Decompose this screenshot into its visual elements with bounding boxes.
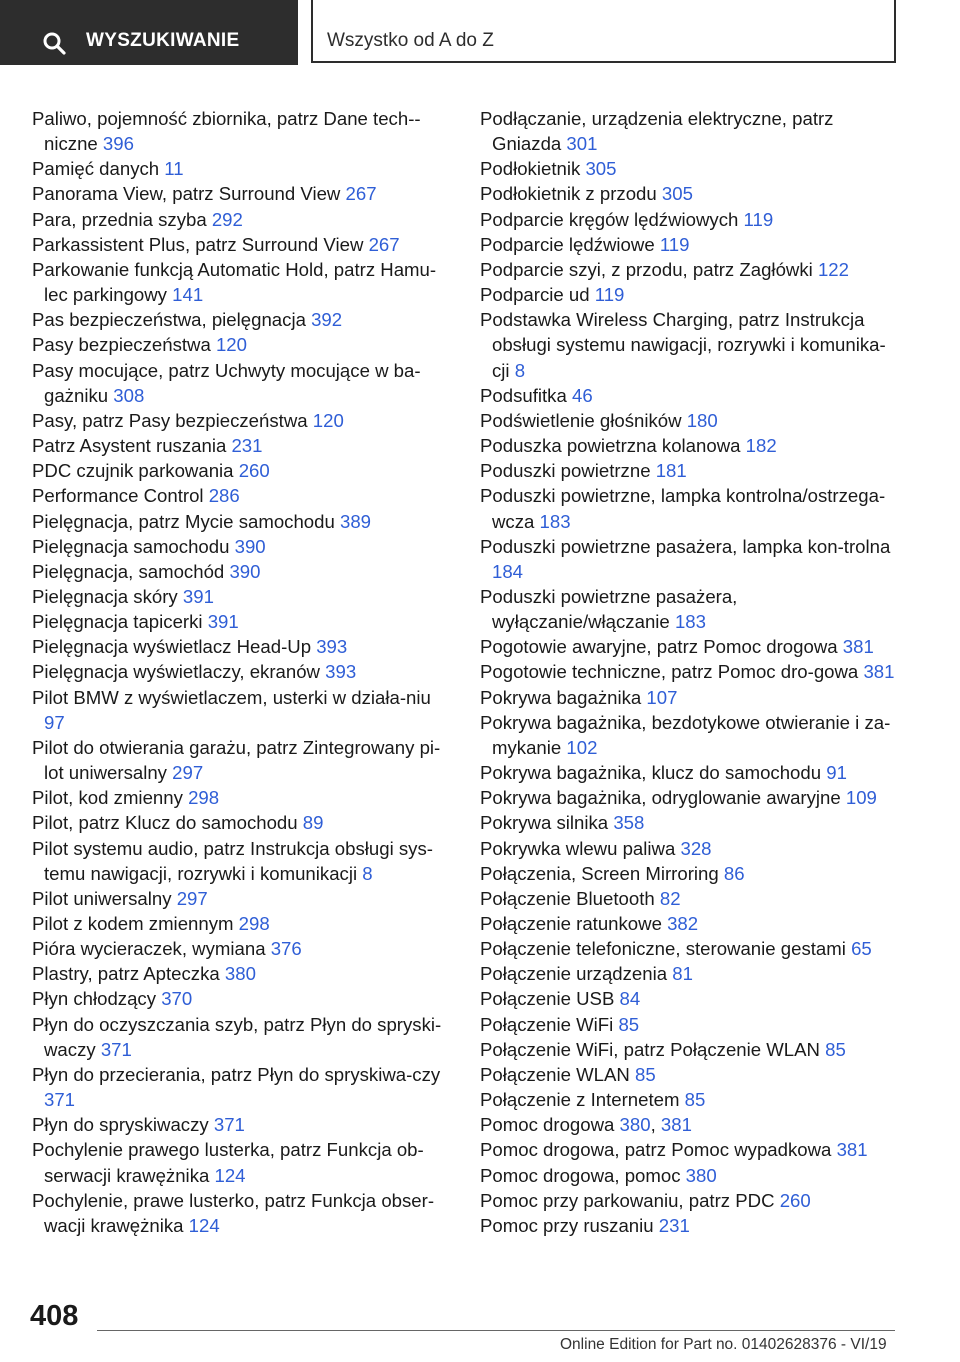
- page-reference-link[interactable]: 91: [826, 762, 847, 784]
- index-entry: [32, 986, 452, 1011]
- page-reference-link[interactable]: 297: [172, 762, 204, 784]
- index-entry-term: Plastry, patrz Apteczka: [32, 963, 225, 985]
- page-reference-link[interactable]: 391: [207, 611, 239, 633]
- page-reference-link[interactable]: 370: [161, 988, 193, 1010]
- index-entry: [480, 810, 900, 835]
- index-entry-term: Parkowanie funkcją Automatic Hold, patrz Hamu-lec parkingowy: [32, 258, 437, 306]
- page-reference-link[interactable]: 267: [345, 183, 377, 205]
- index-entry-term: Połączenie z Internetem: [480, 1089, 685, 1111]
- index-entry-term: Połączenia, Screen Mirroring: [480, 862, 724, 884]
- index-entry-term: Pasy mocujące, patrz Uchwyty mocujące w ba-gażniku: [32, 359, 421, 406]
- index-entry-term: Podparcie szyi, z przodu, patrz Zagłówki: [480, 258, 818, 280]
- index-entry: [480, 1112, 900, 1137]
- page-reference-link[interactable]: 11: [164, 158, 184, 180]
- index-entry: [32, 433, 452, 458]
- page-reference-link[interactable]: 393: [316, 636, 348, 658]
- index-entry: [480, 584, 900, 634]
- index-entry-term: Pilot systemu audio, patrz Instrukcja obsługi sys-temu nawigacji, rozrywki i komunikacji: [32, 837, 433, 884]
- index-entry-term: Płyn chłodzący: [32, 988, 162, 1010]
- index-entry: [32, 559, 452, 584]
- page-reference-link[interactable]: 371: [100, 1038, 132, 1060]
- page-reference-link[interactable]: 308: [113, 384, 145, 406]
- top-navigation: [0, 0, 960, 66]
- page-reference-link[interactable]: 120: [312, 409, 344, 431]
- page-reference-link[interactable]: 371: [213, 1114, 245, 1136]
- page-separator: ,: [650, 1114, 661, 1136]
- page-reference-link[interactable]: 122: [817, 258, 849, 280]
- index-entry: [480, 634, 900, 659]
- index-entry-term: Podświetlenie głośników: [480, 409, 687, 431]
- index-entry-term: Pamięć danych: [32, 158, 165, 180]
- index-entry: [32, 810, 452, 835]
- search-tab-label: WYSZUKIWANIE: [86, 30, 240, 51]
- index-entry-term: Pokrywa bagażnika, klucz do samochodu: [480, 762, 827, 784]
- page-reference-link[interactable]: 81: [672, 963, 693, 985]
- page-reference-link[interactable]: 376: [270, 938, 302, 960]
- page-reference-link[interactable]: 381: [863, 661, 895, 683]
- index-column-left: [32, 106, 452, 1238]
- index-entry: [480, 785, 900, 810]
- page-reference-link[interactable]: 260: [238, 460, 270, 482]
- index-entry: [32, 232, 452, 257]
- index-entry: [32, 785, 452, 810]
- index-entry-term: Paliwo, pojemność zbiornika, patrz Dane tech-niczne: [32, 108, 421, 155]
- index-entry-term: Parkassistent Plus, patrz Surround View: [32, 233, 369, 255]
- index-entry: [32, 735, 452, 785]
- index-entry-term: Pomoc drogowa, patrz Pomoc wypadkowa: [480, 1139, 837, 1161]
- page-reference-link[interactable]: 390: [234, 535, 266, 557]
- page-reference-link[interactable]: 381: [842, 636, 874, 658]
- index-entry-term: Panorama View, patrz Surround View: [32, 183, 346, 205]
- index-entry-term: Pasy, patrz Pasy bezpieczeństwa: [32, 409, 313, 431]
- page-reference-link[interactable]: 8: [362, 862, 373, 884]
- index-entry: [480, 534, 900, 584]
- index-entry: [480, 307, 900, 382]
- page-reference-link[interactable]: 391: [182, 585, 214, 607]
- page-reference-link[interactable]: 119: [743, 208, 774, 230]
- index-entry: [480, 861, 900, 886]
- index-entry-term: Pokrywka wlewu paliwa: [480, 837, 681, 859]
- index-entry-term: Połączenie telefoniczne, sterowanie gestami: [480, 938, 852, 960]
- index-entry-term: Pochylenie, prawe lusterko, patrz Funkcja obser-wacji krawężnika: [32, 1189, 435, 1236]
- index-entry-term: Pielęgnacja wyświetlaczy, ekranów: [32, 661, 326, 683]
- page-reference-link[interactable]: 292: [211, 208, 243, 230]
- index-entry-term: Podstawka Wireless Charging, patrz Instrukcja obsługi systemu nawigacji, rozrywki i komunika-cji: [480, 309, 886, 381]
- index-entry: [32, 156, 452, 181]
- index-entry-term: Pilot, kod zmienny: [32, 787, 189, 809]
- index-entry: [480, 257, 900, 282]
- index-entry: [32, 1137, 452, 1187]
- index-entry-term: Pilot do otwierania garażu, patrz Zintegrowany pi-lot uniwersalny: [32, 736, 441, 784]
- page-reference-link[interactable]: 260: [779, 1189, 811, 1211]
- index-entry: [480, 1062, 900, 1087]
- index-entry-term: Pielęgnacja, samochód: [32, 560, 230, 582]
- index-entry: [480, 911, 900, 936]
- index-entry: [32, 106, 452, 156]
- page-reference-link[interactable]: 89: [302, 812, 324, 834]
- index-entry: [480, 207, 900, 232]
- index-entry: [32, 659, 452, 684]
- index-entry-term: Pokrywa bagażnika: [480, 686, 647, 708]
- index-entry: [480, 1087, 900, 1112]
- index-entry: [480, 760, 900, 785]
- index-entry: [480, 886, 900, 911]
- page-reference-link[interactable]: 119: [594, 284, 625, 306]
- index-entry: [480, 1188, 900, 1213]
- search-icon: [42, 31, 66, 55]
- index-entry-term: Pomoc drogowa, pomoc: [480, 1164, 686, 1186]
- index-entry-term: Podłączanie, urządzenia elektryczne, patrz Gniazda: [480, 108, 834, 155]
- page-reference-link[interactable]: 85: [618, 1013, 640, 1035]
- index-entry-term: Pomoc przy ruszaniu: [480, 1214, 659, 1236]
- index-entry-term: Poduszki powietrzne: [480, 460, 656, 482]
- index-entry: [32, 458, 452, 483]
- page-reference-link[interactable]: 84: [619, 988, 641, 1010]
- index-entry: [480, 483, 900, 533]
- page-reference-link[interactable]: 328: [680, 837, 712, 859]
- page-reference-link[interactable]: 141: [172, 284, 204, 306]
- index-entry-term: Pochylenie prawego lusterka, patrz Funkcja ob-serwacji krawężnika: [32, 1139, 424, 1186]
- index-entry-term: Połączenie WiFi, patrz Połączenie WLAN: [480, 1038, 826, 1060]
- page-reference-link[interactable]: 119: [659, 233, 690, 255]
- index-entry: [480, 156, 900, 181]
- page-number: 408: [30, 1300, 79, 1332]
- page-reference-link[interactable]: 392: [311, 309, 343, 331]
- index-entry-term: Pasy bezpieczeństwa: [32, 334, 216, 356]
- index-entry: [32, 509, 452, 534]
- index-entry-term: Pokrywa bagażnika, odryglowanie awaryjne: [480, 787, 846, 809]
- index-column-right: [480, 106, 900, 1238]
- index-entry-term: Podłokietnik z przodu: [480, 183, 662, 205]
- index-entry-term: Połączenie WiFi: [480, 1013, 619, 1035]
- index-entry-term: Pielęgnacja skóry: [32, 585, 183, 607]
- index-entry-term: Pogotowie awaryjne, patrz Pomoc drogowa: [480, 636, 843, 658]
- page-reference-link[interactable]: 46: [572, 384, 593, 406]
- index-entry-term: PDC czujnik parkowania: [32, 460, 239, 482]
- page-reference-link[interactable]: 381: [836, 1139, 868, 1161]
- page-reference-link[interactable]: 109: [845, 787, 877, 809]
- index-entry: [480, 1163, 900, 1188]
- index-entry-term: Pas bezpieczeństwa, pielęgnacja: [32, 309, 312, 331]
- index-entry-term: Pogotowie techniczne, patrz Pomoc dro-gowa: [480, 661, 864, 683]
- index-entry-term: Performance Control: [32, 485, 209, 507]
- index-entry-term: Para, przednia szyba: [32, 208, 212, 230]
- index-entry-term: Pilot z kodem zmiennym: [32, 913, 239, 934]
- index-entry-term: Pilot uniwersalny: [32, 887, 177, 909]
- index-entry-term: Pilot, patrz Klucz do samochodu: [32, 812, 303, 834]
- footer-divider: [97, 1330, 895, 1331]
- page-reference-link[interactable]: 124: [188, 1214, 220, 1236]
- index-entry: [32, 911, 452, 936]
- index-entry-term: Podłokietnik: [480, 158, 586, 180]
- index-entry: [32, 332, 452, 357]
- index-entry: [32, 1062, 452, 1112]
- page-reference-link[interactable]: 358: [613, 812, 645, 834]
- page-reference-link[interactable]: 298: [238, 913, 270, 934]
- index-entry: [32, 408, 452, 433]
- index-entry: [32, 886, 452, 911]
- index-entry-term: Pokrywa bagażnika, bezdotykowe otwieranie i za-mykanie: [480, 711, 891, 758]
- index-entry-term: Poduszki powietrzne, lampka kontrolna/ostrzega-wcza: [480, 485, 886, 532]
- index-entry: [32, 534, 452, 559]
- index-entry-term: Pielęgnacja tapicerki: [32, 611, 208, 633]
- page-reference-link[interactable]: 85: [684, 1089, 706, 1111]
- index-entry: [32, 836, 452, 886]
- index-a-z-tab[interactable]: [311, 0, 896, 63]
- index-entry-term: Podparcie lędźwiowe: [480, 233, 660, 255]
- index-entry-term: Połączenie WLAN: [480, 1063, 636, 1085]
- index-entry: [480, 181, 900, 206]
- page-reference-link[interactable]: 301: [566, 133, 598, 155]
- index-entry-term: Pomoc przy parkowaniu, patrz PDC: [480, 1189, 780, 1211]
- page-reference-link[interactable]: 8: [514, 359, 526, 381]
- page-reference-link[interactable]: 181: [655, 460, 687, 482]
- index-entry: [32, 257, 452, 307]
- index-entry: [480, 685, 900, 710]
- index-entry: [32, 685, 452, 735]
- index-entry: [480, 383, 900, 408]
- index-entry-term: Pielęgnacja wyświetlacz Head-Up: [32, 636, 317, 658]
- index-a-z-label: Wszystko od A do Z: [327, 30, 494, 51]
- index-entry: [480, 433, 900, 458]
- index-entry: [480, 936, 900, 961]
- index-entry: [32, 936, 452, 961]
- index-entry-term: Pilot BMW z wyświetlaczem, usterki w działa-niu: [32, 686, 431, 708]
- page-reference-link[interactable]: 231: [658, 1214, 690, 1236]
- page-reference-link[interactable]: 298: [188, 787, 220, 809]
- index-entry: [480, 1012, 900, 1037]
- page-reference-link[interactable]: 380: [685, 1164, 717, 1186]
- index-entry: [480, 986, 900, 1011]
- edition-note: Online Edition for Part no. 01402628376 - VI/19: [560, 1336, 887, 1353]
- page-reference-link[interactable]: 65: [851, 938, 872, 960]
- index-entry-term: Pomoc drogowa: [480, 1114, 620, 1136]
- index-entry: [480, 659, 900, 684]
- index-entry-term: Poduszki powietrzne pasażera, wyłączanie/włączanie: [480, 585, 738, 633]
- page-reference-link[interactable]: 389: [340, 510, 372, 532]
- index-entry-term: Połączenie urządzenia: [480, 963, 673, 985]
- index-entry: [32, 961, 452, 986]
- index-entry: [480, 282, 900, 307]
- index-entry: [32, 1012, 452, 1062]
- index-entry-term: Płyn do oczyszczania szyb, patrz Płyn do spryski-waczy: [32, 1013, 442, 1060]
- page-reference-link[interactable]: 286: [208, 485, 240, 507]
- index-entry-term: Poduszka powietrzna kolanowa: [480, 435, 746, 457]
- index-entry-term: Pióra wycieraczek, wymiana: [32, 938, 271, 960]
- page-reference-link[interactable]: 380: [224, 963, 256, 985]
- page-reference-link[interactable]: 85: [635, 1063, 656, 1085]
- index-entry: [480, 710, 900, 760]
- page-reference-link[interactable]: 97: [44, 711, 65, 733]
- page-reference-link[interactable]: 305: [585, 158, 617, 180]
- page-reference-link[interactable]: 124: [214, 1164, 246, 1186]
- index-entry: [480, 106, 900, 156]
- page-reference-link[interactable]: 183: [539, 510, 571, 532]
- index-entry-term: Podparcie ud: [480, 284, 595, 306]
- page-reference-link[interactable]: 267: [368, 233, 400, 255]
- index-entry: [32, 181, 452, 206]
- index-entry: [32, 634, 452, 659]
- index-entry: [480, 1137, 900, 1162]
- index-entry: [480, 1037, 900, 1062]
- index-entry: [32, 207, 452, 232]
- page-reference-link[interactable]: 183: [674, 611, 706, 633]
- page-reference-link[interactable]: 382: [667, 913, 699, 934]
- index-entry-term: Płyn do spryskiwaczy: [32, 1114, 214, 1136]
- index-entry: [480, 408, 900, 433]
- index-entry: [32, 609, 452, 634]
- index-entry: [32, 358, 452, 408]
- index-entry: [480, 1213, 900, 1238]
- index-entry: [32, 1188, 452, 1238]
- index-entry: [32, 584, 452, 609]
- page-reference-link[interactable]: 180: [686, 409, 718, 431]
- index-entry-term: Pokrywa silnika: [480, 812, 614, 834]
- page-reference-link[interactable]: 107: [646, 686, 678, 708]
- index-entry: [480, 458, 900, 483]
- index-entry: [32, 1112, 452, 1137]
- page-reference-link[interactable]: 120: [215, 334, 247, 356]
- index-entry-term: Płyn do przecierania, patrz Płyn do spryskiwa-czy: [32, 1063, 441, 1085]
- page-reference-link[interactable]: 297: [176, 887, 208, 909]
- index-entry-term: Połączenie USB: [480, 988, 620, 1010]
- index-entry-term: Połączenie ratunkowe: [480, 913, 668, 934]
- index-entry-term: Połączenie Bluetooth: [480, 887, 660, 909]
- index-entry-term: Podsufitka: [480, 384, 572, 406]
- index-entry: [32, 307, 452, 332]
- index-entry: [480, 232, 900, 257]
- index-entry-term: Pielęgnacja samochodu: [32, 535, 235, 557]
- page-reference-link[interactable]: 85: [825, 1038, 846, 1060]
- index-entry-term: Pielęgnacja, patrz Mycie samochodu: [32, 510, 340, 532]
- page-reference-link[interactable]: 231: [231, 435, 263, 457]
- index-entry: [480, 836, 900, 861]
- page-reference-link[interactable]: 393: [325, 661, 357, 683]
- page-reference-link[interactable]: 380: [619, 1114, 651, 1136]
- index-entry-term: Poduszki powietrzne pasażera, lampka kon-trolna: [480, 535, 891, 557]
- page-reference-link[interactable]: 102: [566, 736, 598, 758]
- page-reference-link[interactable]: 82: [659, 887, 681, 909]
- page-reference-link[interactable]: 371: [44, 1089, 76, 1111]
- page-reference-link[interactable]: 184: [492, 560, 524, 582]
- page-reference-link[interactable]: 305: [661, 183, 693, 205]
- page-reference-link[interactable]: 86: [723, 862, 745, 884]
- page-reference-link[interactable]: 390: [229, 560, 261, 582]
- page-reference-link[interactable]: 381: [660, 1114, 692, 1136]
- page-reference-link[interactable]: 396: [102, 133, 134, 155]
- index-entry: [32, 483, 452, 508]
- index-entry-term: Patrz Asystent ruszania: [32, 435, 232, 457]
- search-tab[interactable]: [0, 0, 298, 65]
- index-entry-term: Podparcie kręgów lędźwiowych: [480, 208, 744, 230]
- index-entry: [480, 961, 900, 986]
- page-reference-link[interactable]: 182: [745, 435, 777, 457]
